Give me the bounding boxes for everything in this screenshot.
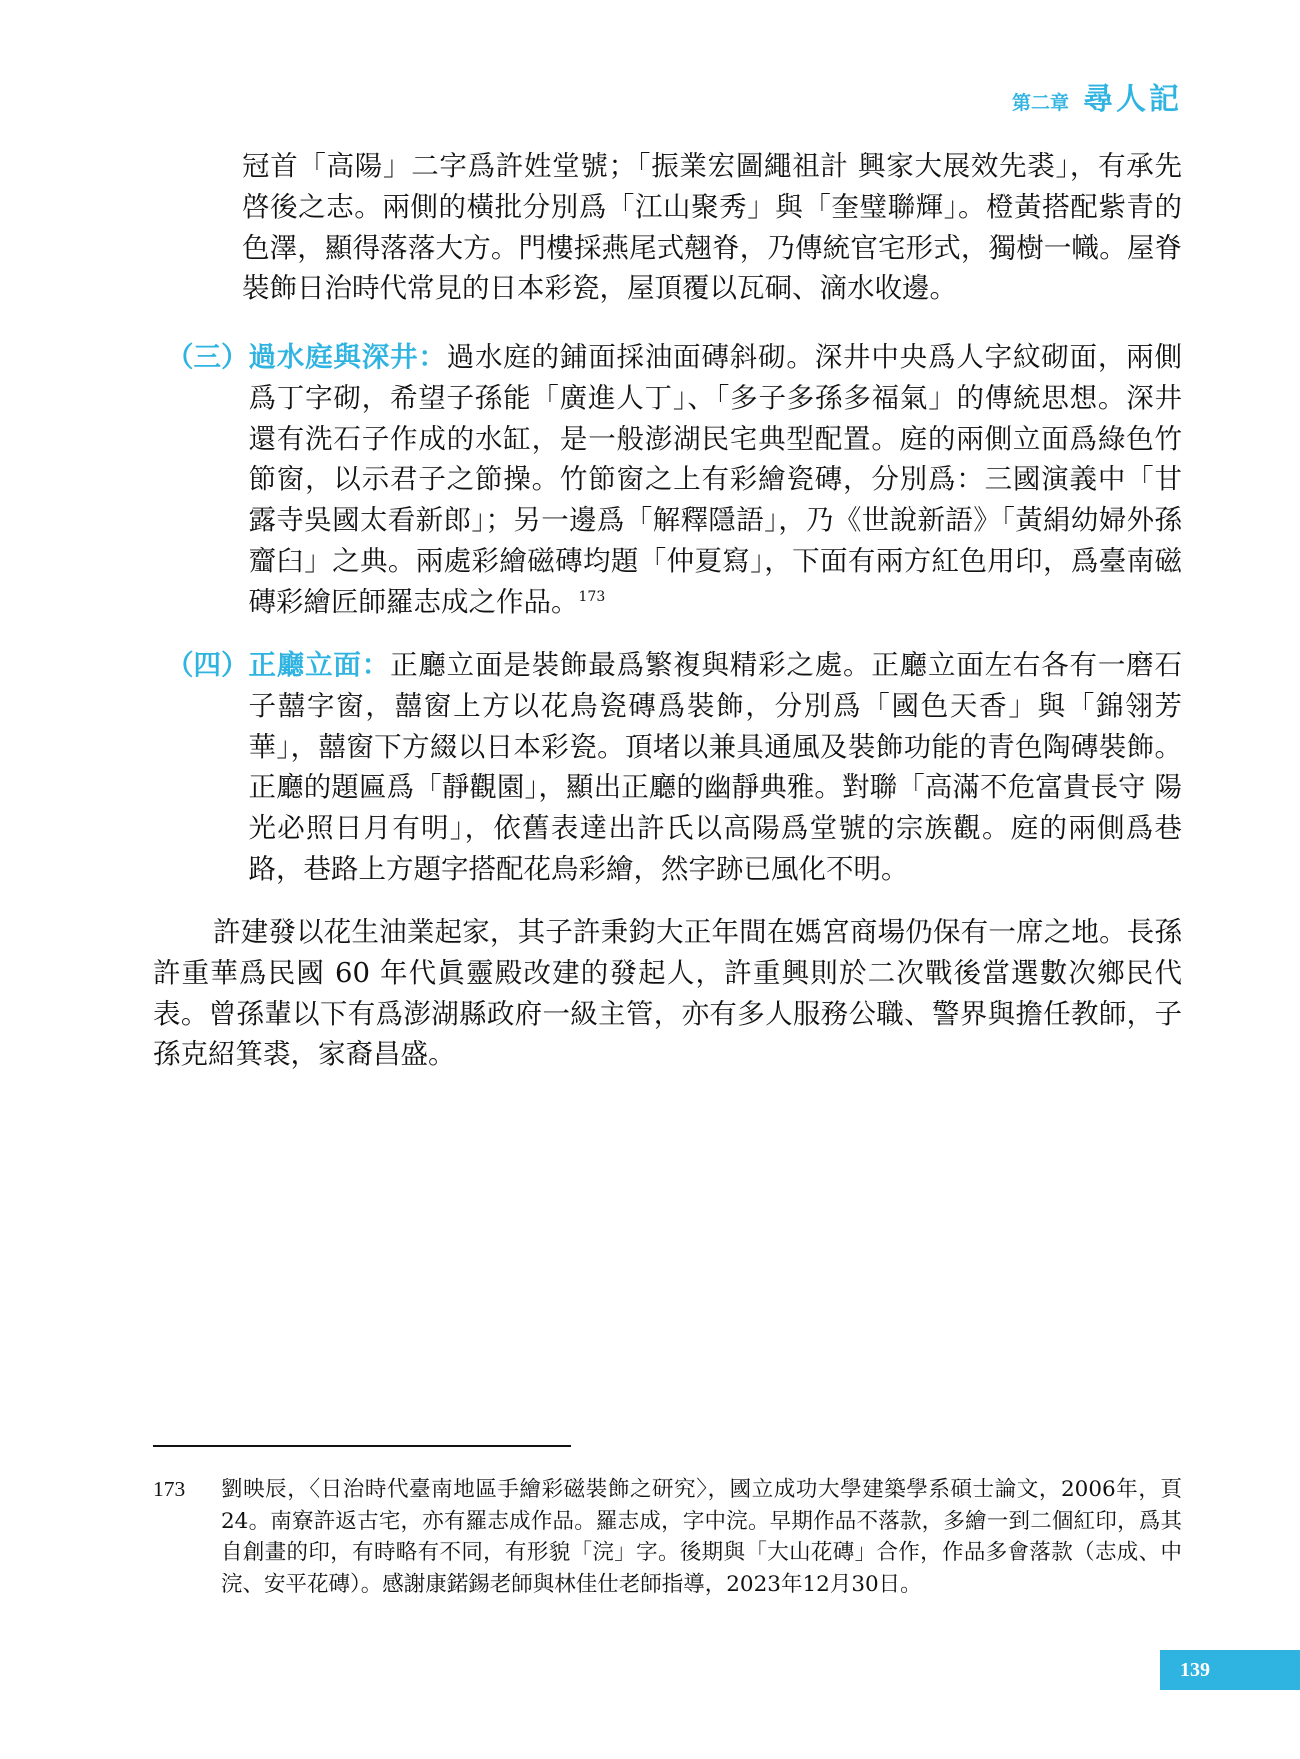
footnote-number: 173 (153, 1477, 186, 1501)
section-4-heading: 正廳立面： (248, 649, 391, 681)
footnote-text: 劉映辰，〈日治時代臺南地區手繪彩磁裝飾之研究〉，國立成功大學建築學系碩士論文，2006年，頁24。南寮許返古宅，亦有羅志成作品。羅志成，字中浣。早期作品不落款，多繪一到二個紅印，爲其自創畫的印，有時略有不同，有形貌「浣」字。後期與「大山花磚」合作，作品多會落款（志成、中浣、安平花磚）。感謝康鍩錫老師與林佳仕老師指導，2023年12月30日。 (221, 1477, 1182, 1597)
intro-paragraph: 冠首「高陽」二字爲許姓堂號；「振業宏圖繩祖計 興家大展效先裘」，有承先啓後之志。兩側的橫批分別爲「江山聚秀」與「奎璧聯輝」。橙黃搭配紫青的色澤，顯得落落大方。門樓採燕尾式翹脊，乃傳統官宅形式，獨樹一幟。屋脊裝飾日治時代常見的日本彩瓷，屋頂覆以瓦硐、滴水收邊。 (242, 150, 1182, 305)
section-3 (166, 337, 1182, 623)
page-number: 139 (1160, 1650, 1300, 1690)
chapter-title: 尋人記 (1083, 82, 1182, 117)
section-4 (166, 645, 1182, 890)
section-3-content (249, 337, 1183, 623)
section-4-number: （四） (166, 649, 249, 681)
closing-paragraph: 許建發以花生油業起家，其子許秉鈞大正年間在媽宮商場仍保有一席之地。長孫許重華爲民國 60 年代眞靈殿改建的發起人，許重興則於二次戰後當選數次鄉民代表。曾孫輩以下有爲澎湖縣政府一級主管，亦有多人服務公職、警界與擔任教師，子孫克紹箕裘，家裔昌盛。 (153, 916, 1182, 1071)
section-4-text: 正廳立面是裝飾最爲繁複與精彩之處。正廳立面左右各有一磨石子囍字窗，囍窗上方以花鳥瓷磚爲裝飾，分別爲「國色天香」與「錦翎芳華」，囍窗下方綴以日本彩瓷。頂堵以兼具通風及裝飾功能的青色陶磚裝飾。正廳的題匾爲「靜觀園」，顯出正廳的幽靜典雅。對聯「高滿不危富貴長守 陽光必照日月有明」，依舊表達出許氏以高陽爲堂號的宗族觀。庭的兩側爲巷路，巷路上方題字搭配花鳥彩繪，然字跡已風化不明。 (248, 649, 1182, 885)
footnote-reference[interactable]: 173 (578, 588, 606, 605)
section-3-number: （三） (166, 341, 249, 373)
running-header (1012, 74, 1182, 118)
section-4-content (249, 645, 1183, 890)
section-3-heading: 過水庭與深井： (248, 341, 447, 373)
footnote (153, 1474, 1182, 1600)
section-3-text: 過水庭的鋪面採油面磚斜砌。深井中央爲人字紋砌面，兩側爲丁字砌，希望子孫能「廣進人丁」、「多子多孫多福氣」的傳統思想。深井還有洗石子作成的水缸，是一般澎湖民宅典型配置。庭的兩側立面爲綠色竹節窗，以示君子之節操。竹節窗之上有彩繪瓷磚，分別爲：三國演義中「甘露寺吳國太看新郎」；另一邊爲「解釋隱語」，乃《世說新語》「黃絹幼婦外孫齏臼」之典。兩處彩繪磁磚均題「仲夏寫」，下面有兩方紅色用印，爲臺南磁磚彩繪匠師羅志成之作品。 (248, 341, 1182, 618)
chapter-label: 第二章 (1011, 92, 1069, 114)
footnote-divider (153, 1445, 571, 1447)
